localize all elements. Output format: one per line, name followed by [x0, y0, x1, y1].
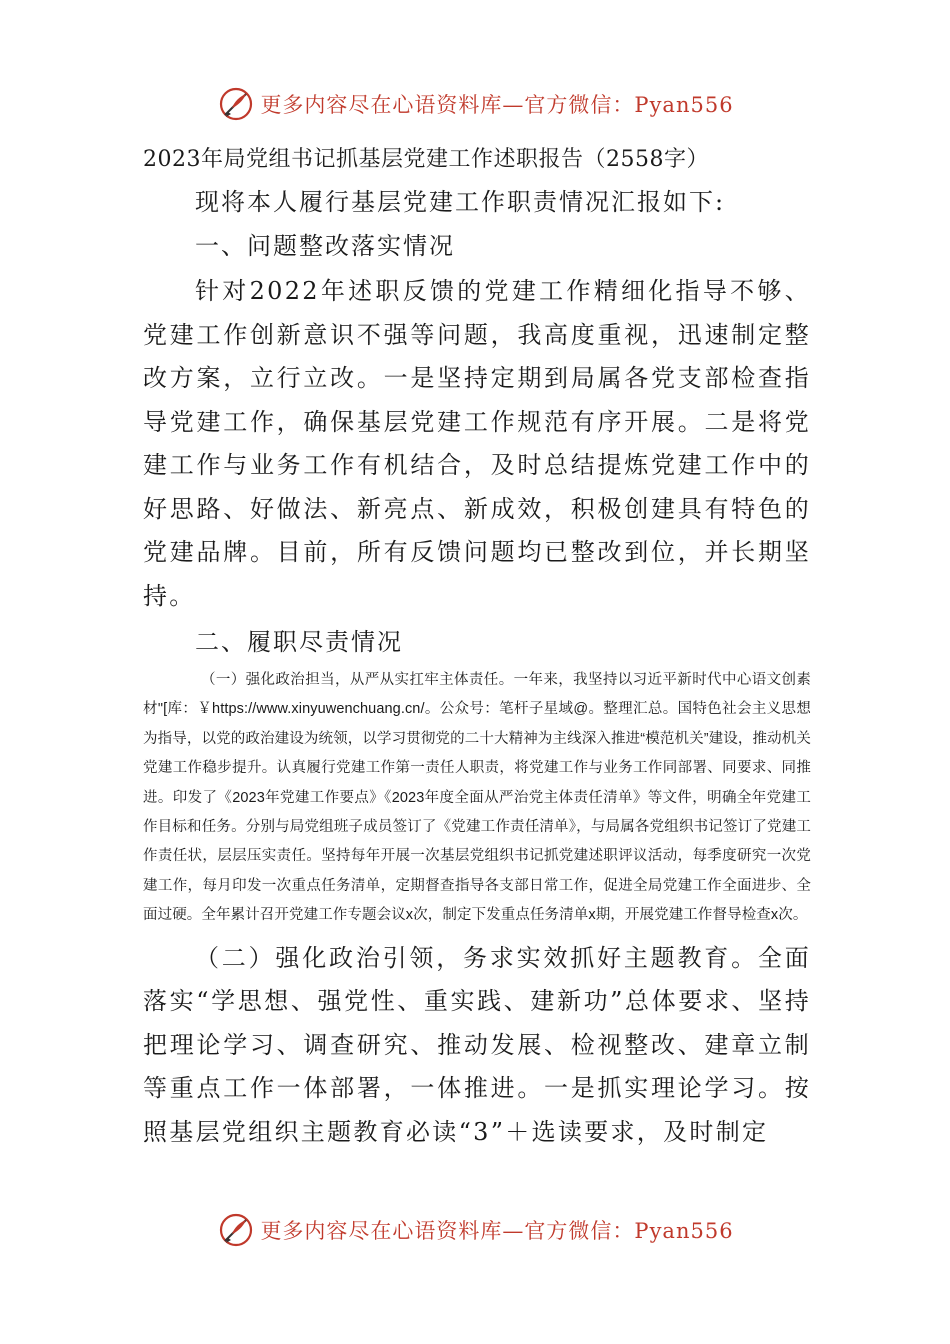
watermark-banner-top	[0, 82, 950, 126]
quill-logo-icon	[216, 1210, 256, 1250]
watermark-text: 更多内容尽在心语资料库—官方微信：Pyan556	[260, 93, 734, 117]
section2-heading: 二、履职尽责情况	[195, 628, 403, 656]
intro-line: 现将本人履行基层党建工作职责情况汇报如下:	[195, 188, 726, 216]
document-body	[143, 140, 811, 1154]
section1-paragraph: 针对2022年述职反馈的党建工作精细化指导不够、党建工作创新意识不强等问题，我高度重视，迅速制定整改方案，立行立改。一是坚持定期到局属各党支部检查指导党建工作，确保基层党建工作规范有序开展。二是将党建工作与业务工作有机结合，及时总结提炼党建工作中的好思路、好做法、新亮点、新成效，积极创建具有特色的党建品牌。目前，所有反馈问题均已整改到位，并长期坚持。	[143, 277, 811, 610]
quill-logo-icon	[216, 84, 256, 124]
watermark-banner-bottom	[0, 1208, 950, 1252]
section2-paragraph1: （一）强化政治担当，从严从实扛牢主体责任。一年来，我坚持以习近平新时代中心语文创素材"[库：￥https://www.xinyuwenchuang.cn/。公众号：笔杆子星域@。整理汇总。国特色社会主义思想为指导，以党的政治建设为统领，以学习贯彻党的二十大精神为主线深入推进“模范机关”建设，推动机关党建工作稳步提升。认真履行党建工作第一责任人职责，将党建工作与业务工作同部署、同要求、同推进。印发了《2023年党建工作要点》《2023年度全面从严治党主体责任清单》等文件，明确全年党建工作目标和任务。分别与局党组班子成员签订了《党建工作责任清单》，与局属各党组织书记签订了党建工作责任状，层层压实责任。坚持每年开展一次基层党组织书记抓党建述职评议活动，每季度研究一次党建工作，每月印发一次重点任务清单，定期督查指导各支部日常工作，促进全局党建工作全面进步、全面过硬。全年累计召开党建工作专题会议x次，制定下发重点任务清单x期，开展党建工作督导检查x次。	[143, 672, 811, 924]
section2-paragraph2: （二）强化政治引领，务求实效抓好主题教育。全面落实“学思想、强党性、重实践、建新功”总体要求、坚持把理论学习、调查研究、推动发展、检视整改、建章立制等重点工作一体部署，一体推进。一是抓实理论学习。按照基层党组织主题教育必读“3”＋选读要求，及时制定	[143, 943, 811, 1146]
section1-heading: 一、问题整改落实情况	[195, 232, 455, 260]
watermark-text: 更多内容尽在心语资料库—官方微信：Pyan556	[260, 1219, 734, 1243]
document-title: 2023年局党组书记抓基层党建工作述职报告（2558字）	[143, 147, 709, 172]
